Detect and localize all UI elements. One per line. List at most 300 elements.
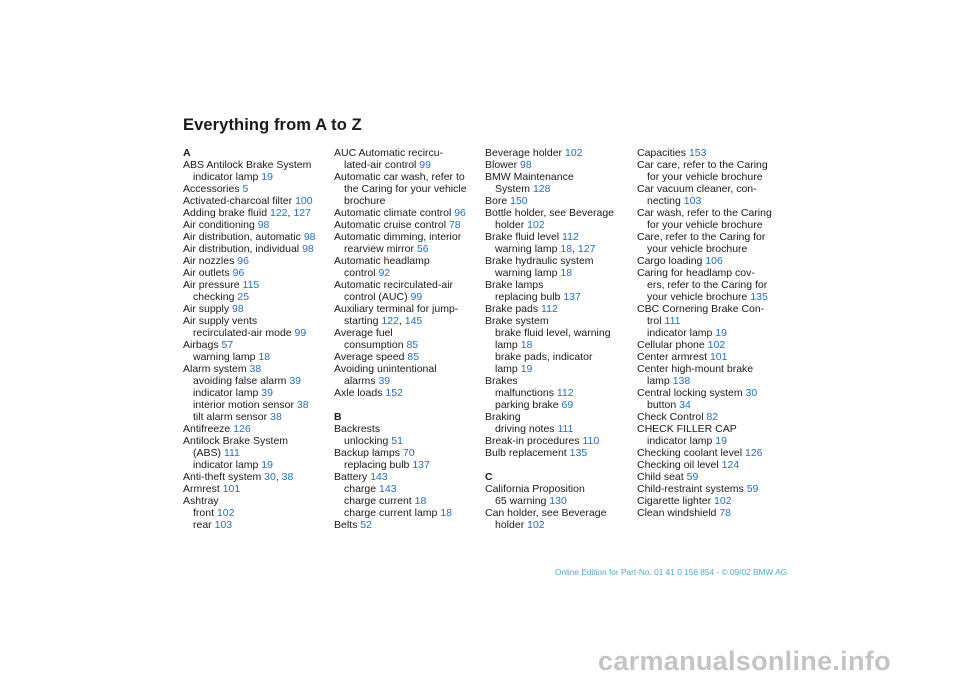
page-link[interactable]: 103	[683, 195, 702, 207]
index-subentry	[334, 183, 476, 195]
entry-text: Antifreeze	[183, 423, 231, 435]
page-link[interactable]: 112	[541, 303, 558, 315]
entry-text: Backrests	[334, 423, 381, 435]
index-subentry	[485, 219, 627, 231]
entry-text: indicator lamp	[193, 171, 259, 183]
page-link[interactable]: 19	[261, 171, 273, 183]
page-link[interactable]: 100	[295, 195, 313, 207]
page-link[interactable]: 96	[232, 267, 245, 279]
entry-text: rearview mirror	[344, 243, 415, 255]
index-subentry	[183, 327, 325, 339]
page-link[interactable]: 98	[257, 219, 270, 231]
entry-text: driving notes	[495, 423, 555, 435]
entry-text: Accessories	[183, 183, 240, 195]
index-entry	[637, 363, 779, 375]
page-link[interactable]: 127	[577, 243, 596, 255]
index-entry	[183, 183, 325, 195]
entry-text: checking	[193, 291, 235, 303]
page-link[interactable]: 112	[556, 387, 574, 399]
page-link[interactable]: 18	[258, 351, 271, 363]
index-entry	[637, 255, 779, 267]
entry-text: brake fluid level, warning	[495, 327, 611, 339]
entry-text: your vehicle brochure	[647, 291, 748, 303]
page-link[interactable]: 69	[561, 399, 574, 411]
entry-text: Automatic recirculated-air	[334, 279, 454, 291]
index-subentry	[637, 243, 779, 255]
entry-text: lated-air control	[344, 159, 417, 171]
entry-text: control	[344, 267, 376, 279]
entry-text: Break-in procedures	[485, 435, 580, 447]
page-link[interactable]: 18	[414, 495, 427, 507]
index-subentry	[485, 519, 627, 531]
entry-text: Brakes	[485, 375, 518, 387]
index-entry	[183, 423, 325, 435]
entry-text: Cargo loading	[637, 255, 703, 267]
entry-text: warning lamp	[495, 243, 558, 255]
page-link[interactable]: 101	[709, 351, 728, 363]
entry-text: Air supply	[183, 303, 230, 315]
index-entry	[183, 303, 325, 315]
index-entry	[637, 387, 779, 399]
index-subentry	[485, 363, 627, 375]
page-link[interactable]: 126	[744, 447, 763, 459]
index-column-3	[485, 147, 627, 531]
entry-text: charge	[344, 483, 377, 495]
entry-text: Battery	[334, 471, 368, 483]
index-entry	[183, 159, 325, 171]
page-link[interactable]: 102	[707, 339, 726, 351]
entry-text: Brake lamps	[485, 279, 544, 291]
entry-text: Can holder, see Beverage	[485, 507, 607, 519]
page-link[interactable]: 19	[261, 459, 273, 471]
entry-text: parking brake	[495, 399, 559, 411]
page-link[interactable]: 122	[269, 207, 288, 219]
page-link[interactable]: 122	[381, 315, 399, 327]
index-subentry	[334, 243, 476, 255]
entry-text: charge current lamp	[344, 507, 438, 519]
entry-text: 65 warning	[495, 495, 547, 507]
index-subentry	[485, 339, 627, 351]
entry-text: lamp	[495, 339, 518, 351]
index-entry	[485, 303, 627, 315]
page-link[interactable]: 82	[706, 411, 719, 423]
entry-text: Antilock Brake System	[183, 435, 289, 447]
entry-text: Air distribution, automatic	[183, 231, 301, 243]
page-link[interactable]: 59	[746, 483, 759, 495]
index-subentry	[334, 159, 476, 171]
index-subentry	[637, 195, 779, 207]
index-entry	[334, 471, 476, 483]
entry-text: lamp	[495, 363, 518, 375]
entry-text: ABS Antilock Brake System	[183, 159, 312, 171]
index-entry	[637, 231, 779, 243]
entry-text: lamp	[647, 375, 670, 387]
page-link[interactable]: 39	[378, 375, 391, 387]
entry-text: Capacities	[637, 147, 687, 159]
page-link[interactable]: 98	[303, 231, 316, 243]
entry-text: Caring for headlamp cov-	[637, 267, 755, 279]
entry-text: indicator lamp	[193, 459, 259, 471]
index-subentry	[183, 291, 325, 303]
index-entry	[334, 351, 476, 363]
entry-text: Automatic cruise control	[334, 219, 447, 231]
index-subentry	[485, 495, 627, 507]
index-entry	[183, 267, 325, 279]
entry-text: Bore	[485, 195, 508, 207]
entry-text: Car vacuum cleaner, con-	[637, 183, 757, 195]
index-entry	[637, 267, 779, 279]
entry-text: Car wash, refer to the Caring	[637, 207, 772, 219]
entry-text: for your vehicle brochure	[647, 219, 763, 231]
index-entry	[637, 207, 779, 219]
entry-text: Cellular phone	[637, 339, 705, 351]
page-link[interactable]: 99	[410, 291, 423, 303]
index-entry	[637, 483, 779, 495]
entry-text: (ABS)	[193, 447, 222, 459]
entry-text: warning lamp	[193, 351, 256, 363]
index-entry	[485, 195, 627, 207]
page-link[interactable]: 18	[520, 339, 533, 351]
entry-text: Blower	[485, 159, 518, 171]
index-subentry	[183, 519, 325, 531]
entry-text: Brake hydraulic system	[485, 255, 594, 267]
index-subentry	[334, 375, 476, 387]
entry-text: California Proposition	[485, 483, 585, 495]
index-subentry	[485, 183, 627, 195]
entry-text: AUC Automatic recircu-	[334, 147, 444, 159]
entry-text: Armrest	[183, 483, 220, 495]
entry-text: Alarm system	[183, 363, 247, 375]
page-link[interactable]: 39	[261, 387, 273, 399]
page-link[interactable]: 99	[419, 159, 431, 171]
entry-text: Automatic headlamp	[334, 255, 430, 267]
index-entry	[334, 423, 476, 435]
page-link[interactable]: 19	[715, 327, 727, 339]
page-link[interactable]: 101	[222, 483, 241, 495]
index-column-2	[334, 147, 476, 531]
index-subentry: starting 122, 145	[344, 315, 423, 327]
entry-text: Average speed	[334, 351, 405, 363]
page-link[interactable]: 137	[563, 291, 581, 303]
index-entry	[183, 483, 325, 495]
page-link[interactable]: 51	[391, 435, 403, 447]
section-letter	[485, 471, 627, 483]
page-link[interactable]: 18	[560, 267, 573, 279]
index-entry	[183, 279, 325, 291]
index-entry	[637, 183, 779, 195]
index-subentry	[485, 351, 627, 363]
page-link[interactable]: 30	[745, 387, 758, 399]
page-link[interactable]: 152	[385, 387, 403, 399]
entry-text: Auxiliary terminal for jump-	[334, 303, 459, 315]
entry-text: Car care, refer to the Caring	[637, 159, 768, 171]
entry-text: Clean windshield	[637, 507, 717, 519]
index-entry	[183, 363, 325, 375]
page-link[interactable]: 59	[686, 471, 699, 483]
page-link[interactable]: 38	[270, 411, 282, 423]
index-entry	[334, 327, 476, 339]
index-subentry	[183, 171, 325, 183]
page-link[interactable]: 18	[440, 507, 452, 519]
entry-text: Automatic car wash, refer to	[334, 171, 465, 183]
entry-text: Air pressure	[183, 279, 240, 291]
entry-text: Center armrest	[637, 351, 708, 363]
index-entry	[485, 279, 627, 291]
page-link[interactable]: 98	[232, 303, 244, 315]
index-entry	[183, 231, 325, 243]
entry-text: indicator lamp	[647, 435, 713, 447]
page-link[interactable]: 96	[454, 207, 466, 219]
index-entry	[485, 411, 627, 423]
index-subentry	[485, 399, 627, 411]
page-link[interactable]: 145	[404, 315, 423, 327]
page-link[interactable]: 138	[672, 375, 691, 387]
entry-text: Air nozzles	[183, 255, 235, 267]
page-link[interactable]: 111	[664, 315, 681, 327]
page-link[interactable]: 128	[532, 183, 551, 195]
page-link[interactable]: 98	[302, 243, 314, 255]
page-link[interactable]: 102	[527, 219, 545, 231]
index-entry	[485, 231, 627, 243]
index-entry	[637, 471, 779, 483]
page-link[interactable]: 127	[293, 207, 311, 219]
section-letter	[183, 147, 325, 159]
entry-text: your vehicle brochure	[647, 243, 748, 255]
index-entry	[485, 171, 627, 183]
entry-text: the Caring for your vehicle	[344, 183, 467, 195]
entry-text: Adding brake fluid	[183, 207, 268, 219]
page-link[interactable]: 150	[510, 195, 528, 207]
page-link[interactable]: 111	[557, 423, 574, 435]
index-entry	[183, 195, 325, 207]
index-subentry	[183, 459, 325, 471]
entry-text: Bottle holder, see Beverage	[485, 207, 615, 219]
entry-text: replacing bulb	[344, 459, 410, 471]
entry-text: warning lamp	[495, 267, 558, 279]
index-entry	[637, 423, 779, 435]
index-entry	[485, 147, 627, 159]
entry-text: indicator lamp	[193, 387, 259, 399]
entry-text: starting	[344, 315, 379, 327]
entry-text: indicator lamp	[647, 327, 713, 339]
entry-text: Airbags	[183, 339, 219, 351]
page-link[interactable]: 98	[520, 159, 532, 171]
page-link[interactable]: 153	[688, 147, 707, 159]
page-link[interactable]: 70	[402, 447, 415, 459]
index-entry	[334, 255, 476, 267]
index-subentry	[334, 507, 476, 519]
index-entry	[637, 147, 779, 159]
index-subentry	[334, 483, 476, 495]
entry-text: Belts	[334, 519, 358, 531]
index-entry	[485, 483, 627, 495]
page-link[interactable]: 5	[242, 183, 249, 195]
index-entry: Anti-theft system 30, 38	[183, 471, 294, 483]
page-link[interactable]: 111	[223, 447, 240, 459]
index-entry	[485, 507, 627, 519]
page-title: Everything from A to Z	[183, 116, 362, 134]
page-link[interactable]: 126	[233, 423, 251, 435]
entry-text: A	[183, 147, 191, 159]
page-link[interactable]: 143	[370, 471, 388, 483]
page-link[interactable]: 135	[750, 291, 768, 303]
index-subentry	[183, 411, 325, 423]
page-link[interactable]: 106	[705, 255, 723, 267]
index-entry	[334, 363, 476, 375]
index-subentry	[485, 423, 627, 435]
entry-text: Bulb replacement	[485, 447, 567, 459]
page-link[interactable]: 135	[569, 447, 588, 459]
index-subentry	[637, 399, 779, 411]
entry-text: C	[485, 471, 493, 483]
index-subentry	[183, 507, 325, 519]
entry-text: brake pads, indicator	[495, 351, 593, 363]
index-entry	[334, 447, 476, 459]
entry-text: consumption	[344, 339, 404, 351]
entry-text: Child seat	[637, 471, 684, 483]
index-subentry	[485, 327, 627, 339]
index-subentry	[183, 447, 325, 459]
index-subentry	[334, 267, 476, 279]
page-link[interactable]: 19	[715, 435, 727, 447]
entry-text: replacing bulb	[495, 291, 561, 303]
entry-text: Checking oil level	[637, 459, 719, 471]
watermark-logo: carmanualsonline.info	[598, 646, 891, 676]
entry-text: Automatic climate control	[334, 207, 452, 219]
page-link[interactable]: 143	[379, 483, 397, 495]
spacer	[485, 459, 627, 471]
entry-text: for your vehicle brochure	[647, 171, 763, 183]
page-link[interactable]: 56	[416, 243, 429, 255]
index-entry	[334, 303, 476, 315]
entry-text: control (AUC)	[344, 291, 408, 303]
page-link[interactable]: 19	[520, 363, 533, 375]
page-link[interactable]: 115	[242, 279, 260, 291]
entry-text: button	[647, 399, 677, 411]
page-link[interactable]: 102	[216, 507, 235, 519]
index-subentry	[183, 399, 325, 411]
entry-text: Brake fluid level	[485, 231, 560, 243]
entry-text: charge current	[344, 495, 412, 507]
entry-text: BMW Maintenance	[485, 171, 574, 183]
entry-text: CHECK FILLER CAP	[637, 423, 737, 435]
index-entry	[637, 495, 779, 507]
entry-text: tilt alarm sensor	[193, 411, 268, 423]
entry-text: ers, refer to the Caring for	[647, 279, 768, 291]
page-link[interactable]: 130	[549, 495, 567, 507]
index-entry	[183, 435, 325, 447]
entry-text: Average fuel	[334, 327, 393, 339]
entry-text: Cigarette lighter	[637, 495, 712, 507]
page-link[interactable]: 92	[378, 267, 391, 279]
entry-text: Air conditioning	[183, 219, 255, 231]
entry-text: Brake pads	[485, 303, 539, 315]
page-link[interactable]: 112	[562, 231, 579, 243]
entry-text: Automatic dimming, interior	[334, 231, 462, 243]
index-entry: Adding brake fluid 122, 127	[183, 207, 311, 219]
entry-text: Central locking system	[637, 387, 743, 399]
entry-text: rear	[193, 519, 212, 531]
index-subentry	[637, 315, 779, 327]
page-link[interactable]: 38	[281, 471, 294, 483]
index-subentry	[334, 435, 476, 447]
index-subentry	[637, 291, 779, 303]
index-entry	[485, 159, 627, 171]
entry-text: Care, refer to the Caring for	[637, 231, 766, 243]
entry-text: Brake system	[485, 315, 549, 327]
index-entry	[637, 447, 779, 459]
page-link[interactable]: 78	[719, 507, 731, 519]
page-link[interactable]: 110	[582, 435, 600, 447]
index-subentry	[334, 291, 476, 303]
page-link[interactable]: 85	[407, 351, 420, 363]
index-entry	[637, 411, 779, 423]
page-link[interactable]: 96	[237, 255, 249, 267]
entry-text: Center high-mount brake	[637, 363, 754, 375]
index-entry	[485, 375, 627, 387]
index-entry	[334, 519, 476, 531]
index-subentry	[637, 219, 779, 231]
page-link[interactable]: 78	[448, 219, 461, 231]
page-link[interactable]: 102	[564, 147, 583, 159]
page-link[interactable]: 85	[406, 339, 419, 351]
index-entry	[637, 351, 779, 363]
spacer	[334, 399, 476, 411]
entry-text: avoiding false alarm	[193, 375, 287, 387]
page-link[interactable]: 30	[264, 471, 276, 483]
index-column-4	[637, 147, 779, 519]
entry-text: unlocking	[344, 435, 389, 447]
index-subentry	[183, 387, 325, 399]
entry-text: holder	[495, 519, 525, 531]
index-subentry	[334, 339, 476, 351]
entry-text: Child-restraint systems	[637, 483, 744, 495]
index-entry	[485, 315, 627, 327]
index-entry	[485, 435, 627, 447]
index-entry	[334, 147, 476, 159]
entry-text: Avoiding unintentional	[334, 363, 437, 375]
page-link[interactable]: 124	[721, 459, 740, 471]
index-subentry	[334, 459, 476, 471]
page-link[interactable]: 38	[249, 363, 262, 375]
page-link[interactable]: 39	[289, 375, 301, 387]
page-link[interactable]: 137	[412, 459, 430, 471]
page-link[interactable]: 57	[221, 339, 234, 351]
page-link[interactable]: 25	[237, 291, 250, 303]
entry-text: System	[495, 183, 531, 195]
entry-text: Anti-theft system	[183, 471, 262, 483]
index-entry	[485, 447, 627, 459]
page-link[interactable]: 52	[360, 519, 372, 531]
entry-text: necting	[647, 195, 681, 207]
index-subentry	[334, 195, 476, 207]
entry-text: Checking coolant level	[637, 447, 743, 459]
entry-text: Backup lamps	[334, 447, 400, 459]
page-link[interactable]: 99	[294, 327, 307, 339]
index-entry	[637, 507, 779, 519]
page-link[interactable]: 38	[296, 399, 309, 411]
page-link[interactable]: 102	[527, 519, 545, 531]
section-letter	[334, 411, 476, 423]
index-subentry	[334, 495, 476, 507]
page-link[interactable]: 34	[679, 399, 691, 411]
page-link[interactable]: 102	[714, 495, 732, 507]
index-entry	[334, 207, 476, 219]
index-entry	[334, 171, 476, 183]
page-link[interactable]: 18	[560, 243, 573, 255]
page-link[interactable]: 103	[214, 519, 233, 531]
index-entry	[183, 339, 325, 351]
